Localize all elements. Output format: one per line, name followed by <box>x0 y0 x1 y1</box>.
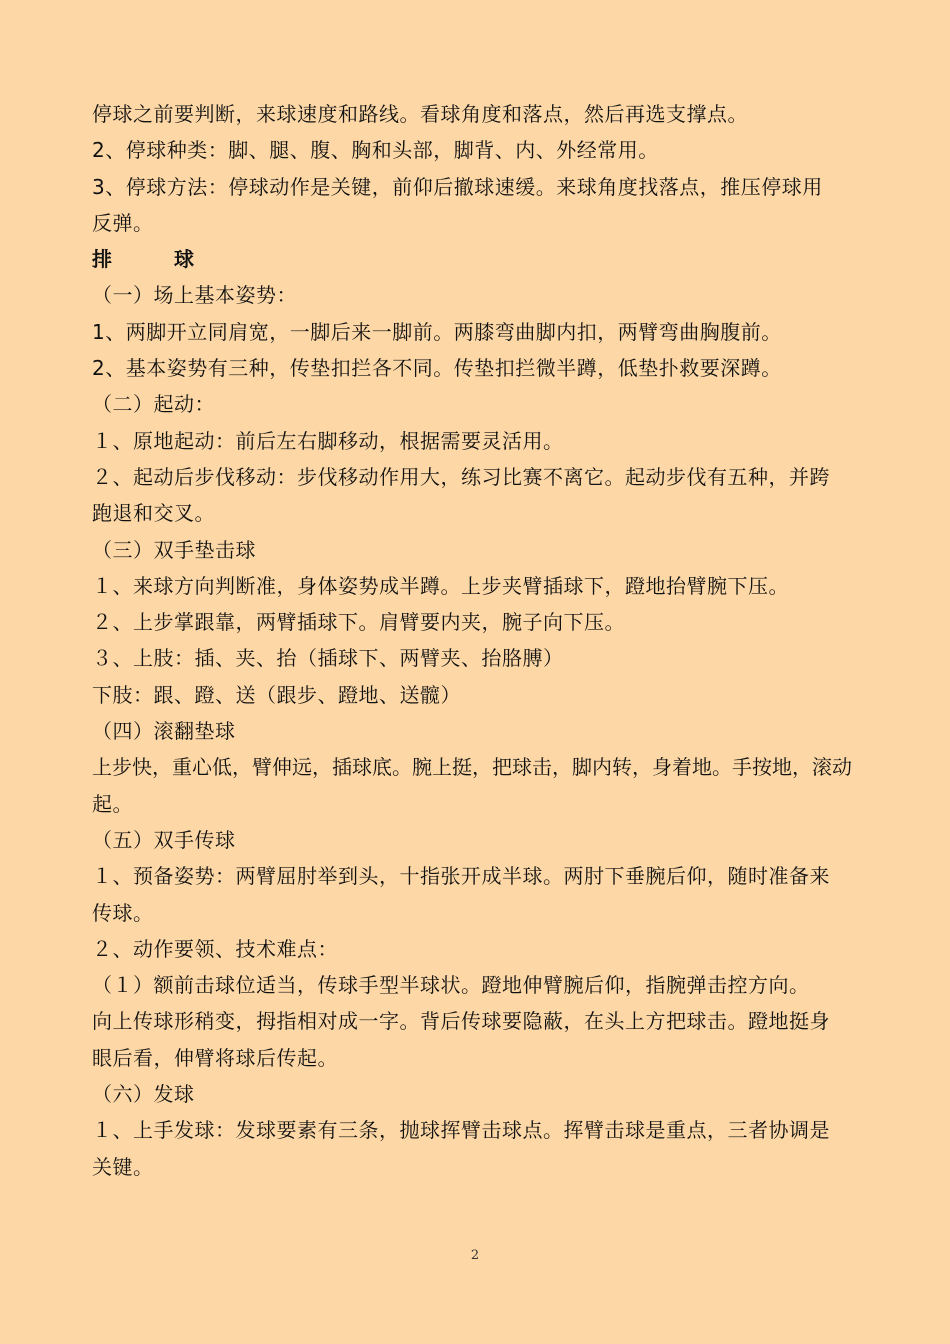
text-line: 1、两脚开立同肩宽，一脚后来一脚前。两膝弯曲脚内扣，两臂弯曲胸腹前。 <box>92 319 782 344</box>
text-line: １、预备姿势：两臂屈肘举到头，十指张开成半球。两肘下垂腕后仰，随时准备来 <box>92 864 830 889</box>
page-number: 2 <box>470 1248 480 1263</box>
text-line: 传球。 <box>92 900 154 925</box>
text-line: （二）起动： <box>92 392 215 417</box>
text-line: ２、上步掌跟靠，两臂插球下。肩臂要内夹，腕子向下压。 <box>92 610 625 635</box>
text-line: ２、起动后步伐移动：步伐移动作用大，练习比赛不离它。起动步伐有五种，并跨 <box>92 464 830 489</box>
section-heading: 排 球 <box>92 247 195 272</box>
text-line: １、原地起动：前后左右脚移动，根据需要灵活用。 <box>92 428 564 453</box>
text-line: １、来球方向判断准，身体姿势成半蹲。上步夹臂插球下，蹬地抬臂腕下压。 <box>92 573 789 598</box>
text-line: （五）双手传球 <box>92 827 236 852</box>
text-line: 停球之前要判断，来球速度和路线。看球角度和落点，然后再选支撑点。 <box>92 102 748 126</box>
document-body <box>92 96 867 1185</box>
text-line: 关键。 <box>92 1154 154 1179</box>
text-line: 起。 <box>92 791 133 816</box>
text-line: 2、停球种类：脚、腿、腹、胸和头部，脚背、内、外经常用。 <box>92 138 659 163</box>
text-line: （四）滚翻垫球 <box>92 719 236 744</box>
text-line: 跑退和交叉。 <box>92 501 215 526</box>
text-line: 2、基本姿势有三种，传垫扣拦各不同。传垫扣拦微半蹲，低垫扑救要深蹲。 <box>92 356 782 381</box>
text-line: 向上传球形稍变，拇指相对成一字。背后传球要隐蔽，在头上方把球击。蹬地挺身 <box>92 1009 830 1034</box>
text-line: 眼后看，伸臂将球后传起。 <box>92 1045 338 1070</box>
text-line: ２、动作要领、技术难点： <box>92 936 338 961</box>
text-line: （六）发球 <box>92 1082 195 1107</box>
text-line: ３、上肢：插、夹、抬（插球下、两臂夹、抬胳膊） <box>92 646 564 671</box>
text-line: １、上手发球：发球要素有三条，抛球挥臂击球点。挥臂击球是重点，三者协调是 <box>92 1118 830 1143</box>
text-line: 3、停球方法：停球动作是关键，前仰后撤球速缓。来球角度找落点，推压停球用 <box>92 174 823 199</box>
text-line: 上步快，重心低，臂伸远，插球底。腕上挺，把球击，脚内转，身着地。手按地，滚动 <box>92 755 852 780</box>
text-line: 下肢：跟、蹬、送（跟步、蹬地、送髋） <box>92 682 461 707</box>
text-line: 反弹。 <box>92 210 154 235</box>
text-line: （一）场上基本姿势： <box>92 283 297 308</box>
text-line: （三）双手垫击球 <box>92 537 256 562</box>
text-line: （１）额前击球位适当，传球手型半球状。蹬地伸臂腕后仰，指腕弹击控方向。 <box>92 973 810 998</box>
